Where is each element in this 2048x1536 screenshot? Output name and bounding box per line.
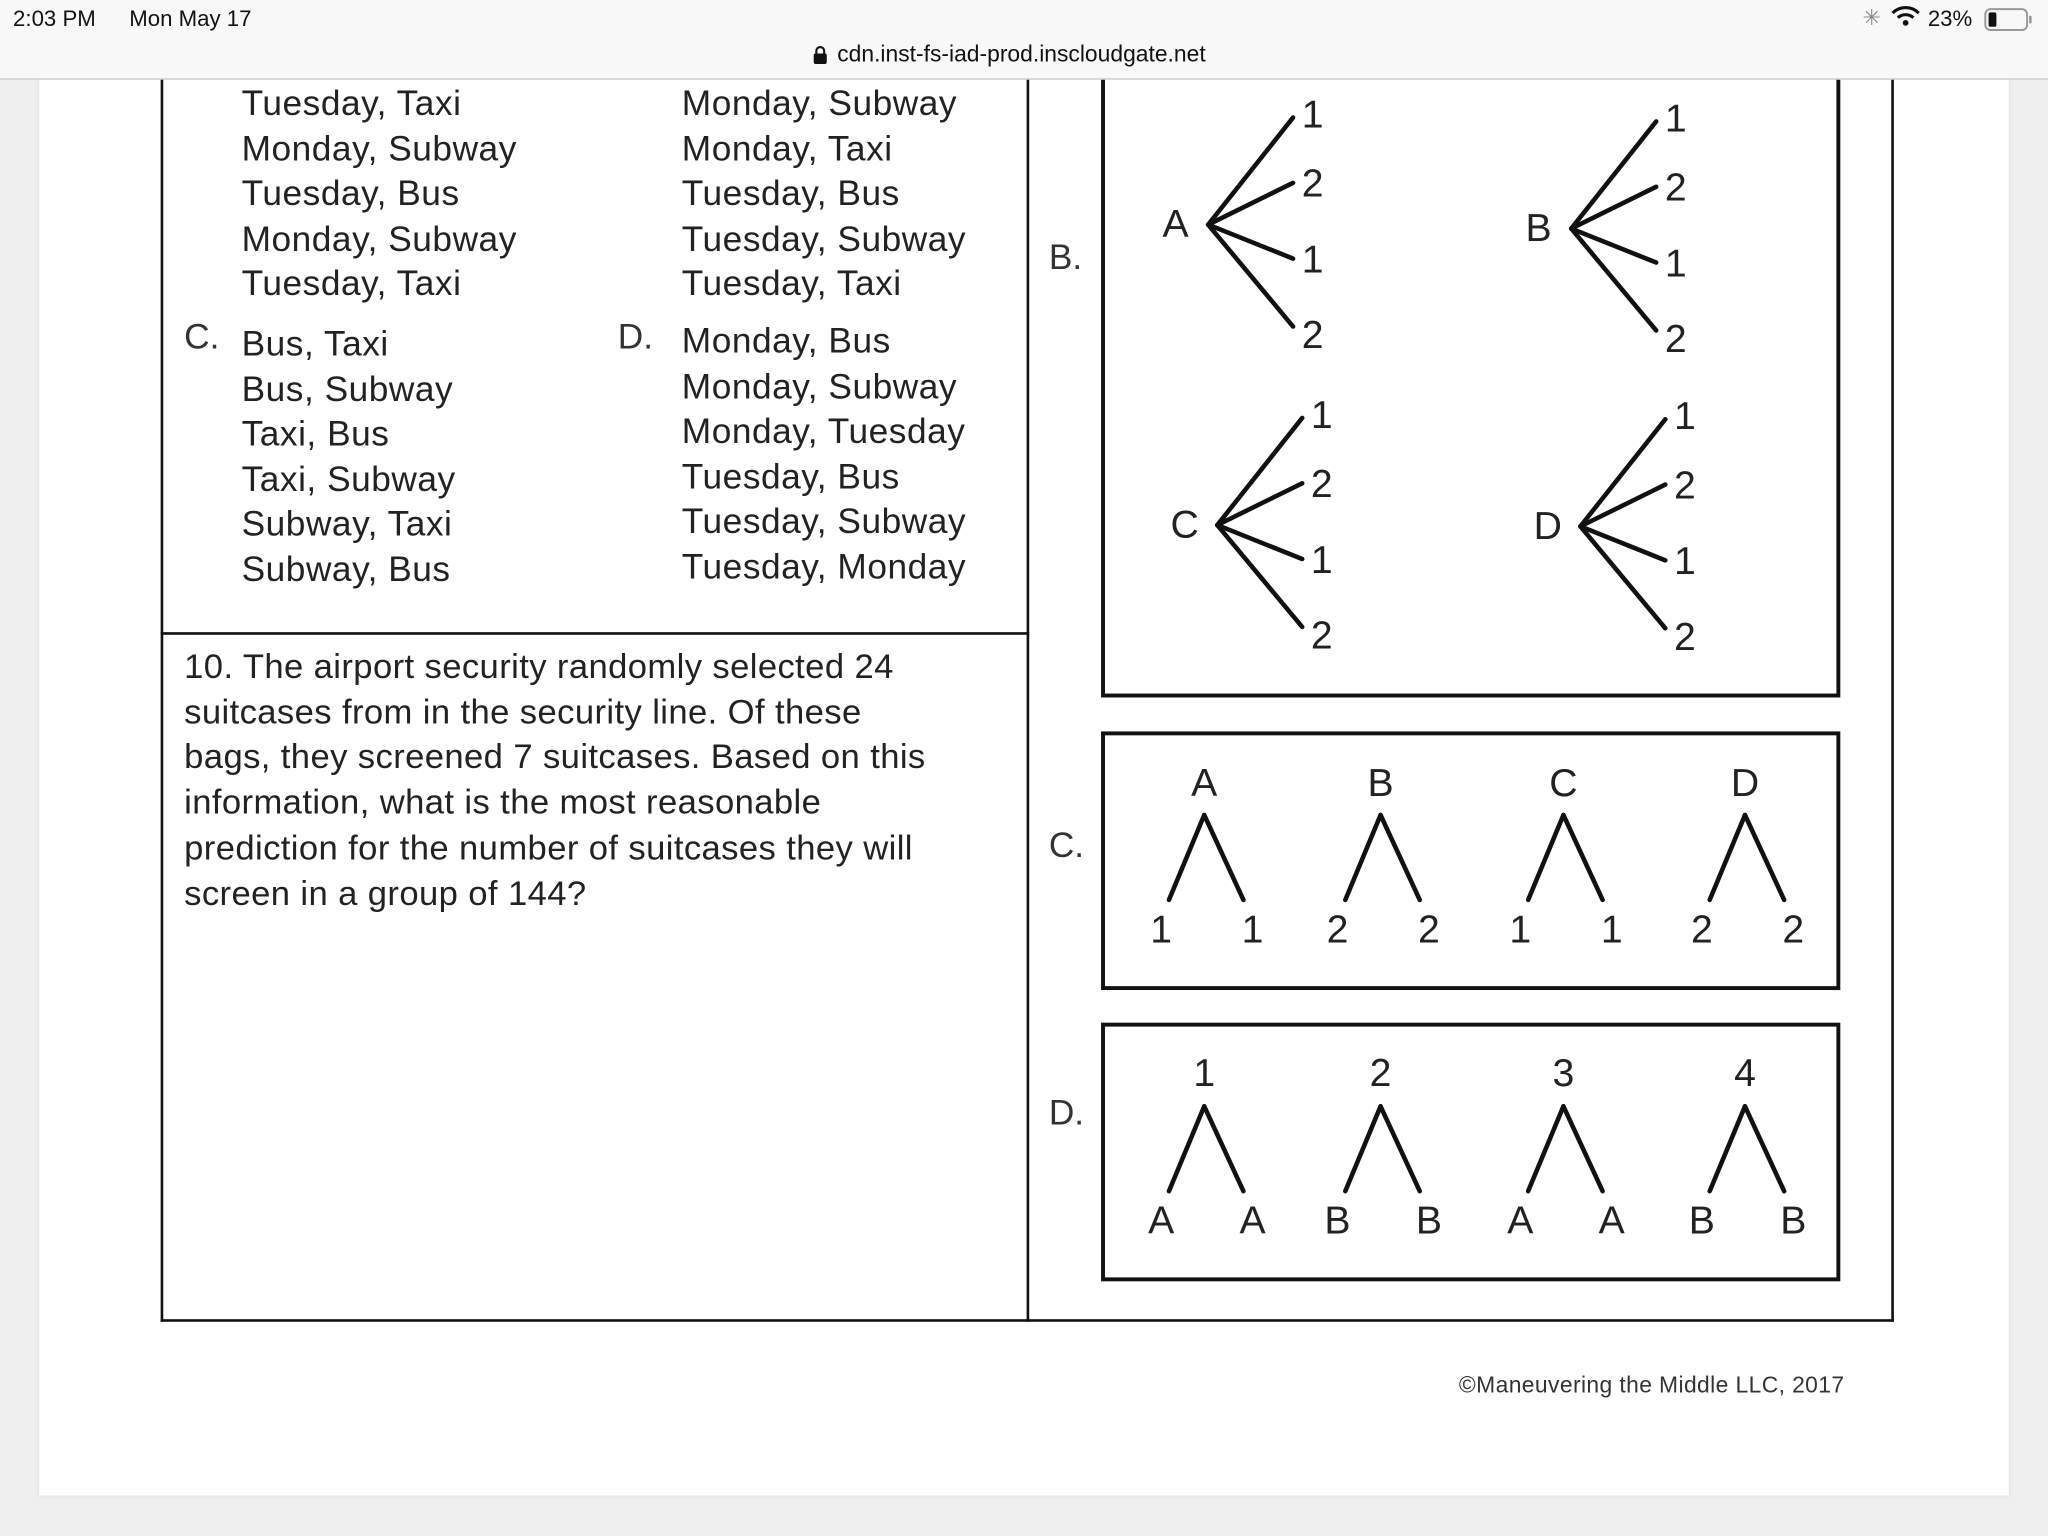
tree-branch <box>1208 118 1293 225</box>
tree-leaf-label: 2 <box>1782 908 1805 952</box>
list-item: Tuesday, Bus <box>241 173 460 213</box>
list-item: Monday, Bus <box>681 321 891 361</box>
list-item: Tuesday, Taxi <box>241 263 462 304</box>
option-c-label: C. <box>184 317 220 357</box>
tree-branch <box>1710 1106 1745 1191</box>
list-item: Tuesday, Taxi <box>681 263 902 304</box>
list-item: Monday, Subway <box>241 218 517 258</box>
tree-branch <box>1381 1106 1420 1191</box>
list-item: Monday, Taxi <box>681 128 893 168</box>
answer-c-label: C. <box>1048 825 1085 865</box>
tree-branch <box>1169 1106 1204 1191</box>
option-d-label: D. <box>617 317 654 357</box>
tree-branch <box>1204 815 1243 900</box>
list-item: Bus, Taxi <box>241 323 389 364</box>
list-item: Tuesday, Bus <box>681 456 900 496</box>
tree-leaf-label: 2 <box>1301 314 1324 358</box>
tree-root-label: B <box>1525 207 1552 251</box>
tree-leaf-label: 2 <box>1673 615 1696 659</box>
tree-branch <box>1208 183 1293 225</box>
browser-top-bar <box>0 0 2048 80</box>
tree-branch <box>1563 815 1602 900</box>
tree-branch <box>1345 1106 1380 1191</box>
tree-leaf-label: A <box>1598 1199 1625 1243</box>
list-item: Taxi, Subway <box>241 459 456 499</box>
tree-leaf-label: B <box>1688 1199 1715 1243</box>
tree-branch <box>1580 419 1665 526</box>
list-item: Tuesday, Monday <box>681 546 967 586</box>
tree-leaf-label: B <box>1324 1199 1351 1243</box>
tree-leaf-label: 2 <box>1310 463 1333 507</box>
tree-branch <box>1204 1106 1243 1191</box>
tree-branch <box>1217 483 1302 525</box>
tree-branch <box>1528 1106 1563 1191</box>
tree-branch <box>1745 815 1784 900</box>
list-item: Tuesday, Taxi <box>241 83 462 123</box>
tree-root-label: A <box>1162 203 1189 247</box>
wifi-icon <box>1891 5 1920 26</box>
tree-leaf-label: 1 <box>1664 242 1687 286</box>
tree-leaf-label: A <box>1148 1199 1175 1243</box>
battery-icon <box>1984 8 2028 29</box>
tree-leaf-label: 2 <box>1417 908 1440 952</box>
tree-leaf-label: 1 <box>1150 908 1173 952</box>
tree-branch <box>1745 1106 1784 1191</box>
tree-leaf-label: 2 <box>1301 162 1324 206</box>
tree-root-label: D <box>1533 504 1562 548</box>
tree-leaf-label: 1 <box>1673 540 1696 584</box>
tree-leaf-label: 1 <box>1509 908 1532 952</box>
tree-branch <box>1571 187 1656 229</box>
tree-leaf-label: 1 <box>1664 97 1687 141</box>
tree-leaf-label: 2 <box>1310 614 1333 658</box>
tree-root-label: 1 <box>1193 1052 1216 1096</box>
tree-branch <box>1528 815 1563 900</box>
tree-leaf-label: 2 <box>1664 318 1687 362</box>
question-line: 10. The airport security randomly selected 24 <box>184 646 894 686</box>
question-line: bags, they screened 7 suitcases. Based on this <box>184 737 926 777</box>
tree-leaf-label: 1 <box>1310 538 1333 582</box>
tree-leaf-label: 1 <box>1310 393 1333 437</box>
tree-leaf-label: 1 <box>1301 238 1324 282</box>
list-item: Subway, Taxi <box>241 504 453 544</box>
tree-branch <box>1580 485 1665 527</box>
battery-percent: 23% <box>1927 6 1973 32</box>
question-line: prediction for the number of suitcases they will <box>184 827 913 868</box>
question-line: information, what is the most reasonable <box>184 782 822 822</box>
list-item: Bus, Subway <box>241 368 454 409</box>
tree-leaf-label: 1 <box>1673 395 1696 439</box>
status-date: Mon May 17 <box>129 6 252 32</box>
tree-root-label: A <box>1191 762 1218 806</box>
tree-leaf-label: A <box>1507 1199 1534 1243</box>
list-item: Monday, Subway <box>681 366 958 406</box>
tree-leaf-label: 2 <box>1326 908 1349 952</box>
list-item: Subway, Bus <box>241 549 451 589</box>
tree-branch <box>1345 815 1380 900</box>
tree-root-label: 4 <box>1734 1052 1756 1096</box>
copyright: ©Maneuvering the Middle LLC, 2017 <box>1458 1371 1845 1398</box>
tree-leaf-label: 2 <box>1673 464 1696 508</box>
list-item: Tuesday, Bus <box>681 173 900 213</box>
tree-branch <box>1169 815 1204 900</box>
tree-leaf-label: 1 <box>1301 93 1324 137</box>
tree-root-label: D <box>1730 762 1760 806</box>
question-line: suitcases from in the security line. Of these <box>184 691 862 732</box>
tree-leaf-label: 1 <box>1241 908 1264 952</box>
tree-root-label: C <box>1549 762 1578 806</box>
list-item: Monday, Tuesday <box>681 411 966 451</box>
tree-leaf-label: B <box>1415 1199 1442 1243</box>
tree-branch <box>1217 418 1302 525</box>
tree-root-label: B <box>1367 762 1394 806</box>
list-item: Monday, Subway <box>241 128 517 168</box>
list-item: Tuesday, Subway <box>681 501 967 541</box>
tree-leaf-label: 2 <box>1690 908 1713 952</box>
answer-d-label: D. <box>1048 1093 1085 1133</box>
list-item: Monday, Subway <box>681 83 958 123</box>
url-field[interactable]: cdn.inst-fs-iad-prod.inscloudgate.net <box>837 40 1206 67</box>
status-time: 2:03 PM <box>13 6 96 32</box>
tree-root-label: C <box>1170 503 1199 547</box>
list-item: Taxi, Bus <box>241 414 390 454</box>
tree-branch <box>1710 815 1745 900</box>
tree-leaf-label: 1 <box>1600 908 1623 952</box>
tree-branch <box>1563 1106 1602 1191</box>
tree-leaf-label: A <box>1239 1199 1266 1243</box>
tree-root-label: 3 <box>1552 1052 1575 1096</box>
question-line: screen in a group of 144? <box>184 873 587 913</box>
tree-branch <box>1571 121 1656 228</box>
tree-root-label: 2 <box>1369 1052 1392 1096</box>
tree-branch <box>1381 815 1420 900</box>
answer-b-label: B. <box>1048 237 1083 277</box>
lock-icon <box>812 44 828 65</box>
tree-leaf-label: B <box>1780 1199 1807 1243</box>
list-item: Tuesday, Subway <box>681 218 967 258</box>
tree-leaf-label: 2 <box>1664 166 1687 210</box>
activity-spinner-icon: ✳ <box>1862 5 1882 31</box>
